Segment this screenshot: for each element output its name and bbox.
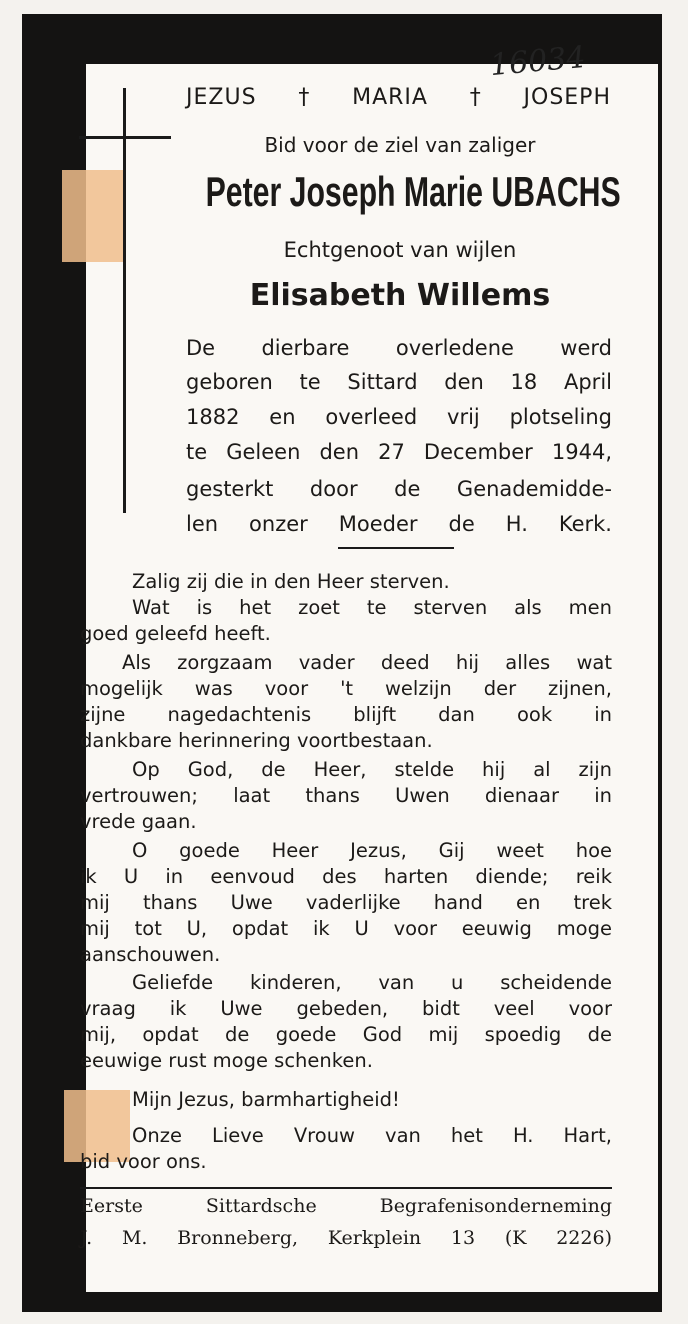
header-jezus: JEZUS [186, 85, 257, 110]
verse-line: mij thans Uwe vaderlijke hand en trek [80, 891, 612, 914]
verse-line: ik U in eenvoud des harten diende; reik [80, 865, 612, 888]
bio-line: De dierbare overledene werd [186, 336, 612, 360]
holy-family-header [186, 85, 611, 110]
verse-line: eeuwige rust moge schenken. [80, 1049, 373, 1072]
verse-line: vraag ik Uwe gebeden, bidt veel voor [80, 997, 612, 1020]
verse-line: Mijn Jezus, barmhartigheid! [132, 1088, 400, 1111]
footer-rule [80, 1187, 612, 1189]
verse-line: O goede Heer Jezus, Gij weet hoe [132, 839, 612, 862]
verse-line: Als zorgzaam vader deed hij alles wat [122, 651, 612, 674]
verse-line: aanschouwen. [80, 943, 221, 966]
deceased-name: Peter Joseph Marie UBACHS [205, 168, 621, 215]
verse-line: mogelijk was voor 't welzijn der zijnen, [80, 677, 612, 700]
footer-line: Eerste Sittardsche Begrafenisonderneming [80, 1195, 612, 1217]
bio-line: gesterkt door de Genademidde- [186, 477, 612, 501]
verse-line: Op God, de Heer, stelde hij al zijn [132, 758, 612, 781]
verse-line: vertrouwen; laat thans Uwen dienaar in [80, 784, 612, 807]
bio-line: geboren te Sittard den 18 April [186, 370, 612, 394]
verse-line: mij tot U, opdat ik U voor eeuwig moge [80, 917, 612, 940]
archive-number: 16034 [488, 39, 587, 84]
verse-line: Wat is het zoet te sterven als men [132, 596, 612, 619]
verse-line: Geliefde kinderen, van u scheidende [132, 971, 612, 994]
tape-residue-top [62, 170, 124, 262]
verse-line: bid voor ons. [80, 1150, 207, 1173]
verse-line: Zalig zij die in den Heer sterven. [132, 570, 450, 593]
verse-line: dankbare herinnering voortbestaan. [80, 729, 433, 752]
verse-line: zijne nagedachtenis blijft dan ook in [80, 703, 612, 726]
separator-rule [338, 547, 454, 549]
header-cross-1: † [298, 85, 311, 110]
cross-icon-vertical [123, 88, 126, 513]
header-cross-2: † [469, 85, 482, 110]
bio-line: 1882 en overleed vrij plotseling [186, 405, 612, 429]
spouse-name: Elisabeth Willems [249, 278, 551, 313]
prayer-line: Bid voor de ziel van zaliger [264, 133, 536, 157]
spouse-label: Echtgenoot van wijlen [283, 238, 517, 262]
bio-line: te Geleen den 27 December 1944, [186, 440, 612, 464]
header-joseph: JOSEPH [523, 85, 611, 110]
bio-line: len onzer Moeder de H. Kerk. [186, 512, 612, 536]
verse-line: vrede gaan. [80, 810, 197, 833]
verse-line: mij, opdat de goede God mij spoedig de [80, 1023, 612, 1046]
verse-line: goed geleefd heeft. [80, 622, 271, 645]
header-maria: MARIA [352, 85, 428, 110]
verse-line: Onze Lieve Vrouw van het H. Hart, [132, 1124, 612, 1147]
footer-line: J. M. Bronneberg, Kerkplein 13 (K 2226) [80, 1227, 612, 1249]
